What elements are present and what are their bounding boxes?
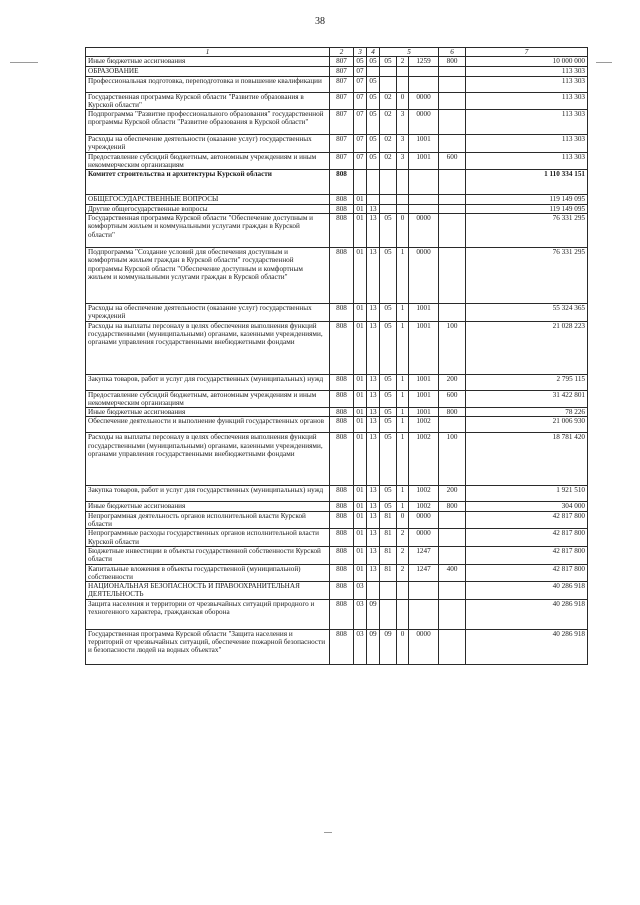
scan-speck xyxy=(596,62,612,63)
row-name-cell: Предоставление субсидий бюджетным, автономным учреждениям и иным некоммерческим организациям xyxy=(86,390,330,408)
row-sum-cell: 113 303 xyxy=(466,110,588,135)
row-code-cell: 808 xyxy=(330,599,354,629)
row-code-cell: 01 xyxy=(354,546,367,564)
row-code-cell: 0000 xyxy=(409,629,439,664)
row-code-cell: 01 xyxy=(354,204,367,213)
row-code-cell: 0 xyxy=(397,511,409,529)
row-code-cell xyxy=(380,76,397,92)
table-row xyxy=(86,213,588,247)
row-sum-cell: 55 324 365 xyxy=(466,303,588,321)
row-code-cell: 13 xyxy=(367,417,380,433)
table-row xyxy=(86,486,588,502)
row-code-cell: 100 xyxy=(439,433,466,486)
row-name-cell: Комитет строительства и архитектуры Курской области xyxy=(86,170,330,195)
row-name-cell: Непрограммные расходы государственных органов исполнительной власти Курской области xyxy=(86,529,330,547)
table-row xyxy=(86,135,588,153)
row-code-cell xyxy=(409,195,439,204)
row-sum-cell: 78 226 xyxy=(466,408,588,417)
budget-table xyxy=(85,47,588,665)
row-name-cell: Расходы на обеспечение деятельности (оказание услуг) государственных учреждений xyxy=(86,135,330,153)
table-row xyxy=(86,390,588,408)
row-code-cell: 01 xyxy=(354,417,367,433)
row-code-cell xyxy=(409,599,439,629)
table-row xyxy=(86,433,588,486)
row-code-cell: 1 xyxy=(397,417,409,433)
row-code-cell: 2 xyxy=(397,57,409,67)
table-row xyxy=(86,195,588,204)
row-code-cell xyxy=(439,511,466,529)
row-code-cell xyxy=(439,582,466,600)
row-code-cell: 1002 xyxy=(409,433,439,486)
row-sum-cell: 76 331 295 xyxy=(466,213,588,247)
row-code-cell: 200 xyxy=(439,374,466,390)
row-code-cell: 1001 xyxy=(409,303,439,321)
row-code-cell: 81 xyxy=(380,564,397,582)
row-code-cell: 808 xyxy=(330,170,354,195)
row-code-cell: 800 xyxy=(439,57,466,67)
row-code-cell xyxy=(439,599,466,629)
table-row xyxy=(86,303,588,321)
row-code-cell: 807 xyxy=(330,76,354,92)
row-code-cell: 81 xyxy=(380,529,397,547)
row-code-cell xyxy=(397,195,409,204)
header-cell: 7 xyxy=(466,48,588,57)
row-code-cell: 01 xyxy=(354,213,367,247)
scan-speck xyxy=(324,832,332,833)
table-row xyxy=(86,529,588,547)
row-code-cell: 05 xyxy=(380,303,397,321)
row-code-cell: 808 xyxy=(330,564,354,582)
row-code-cell: 808 xyxy=(330,247,354,303)
row-code-cell: 05 xyxy=(380,433,397,486)
row-code-cell: 808 xyxy=(330,502,354,511)
row-sum-cell: 113 303 xyxy=(466,135,588,153)
row-code-cell: 05 xyxy=(380,502,397,511)
row-code-cell: 01 xyxy=(354,390,367,408)
row-code-cell xyxy=(409,204,439,213)
row-code-cell: 808 xyxy=(330,582,354,600)
table-row xyxy=(86,110,588,135)
row-code-cell xyxy=(439,529,466,547)
row-sum-cell: 21 006 930 xyxy=(466,417,588,433)
row-code-cell: 02 xyxy=(380,152,397,170)
row-code-cell: 2 xyxy=(397,564,409,582)
row-code-cell: 0 xyxy=(397,213,409,247)
row-code-cell: 0000 xyxy=(409,511,439,529)
row-code-cell: 05 xyxy=(367,92,380,110)
row-code-cell xyxy=(439,417,466,433)
row-code-cell: 13 xyxy=(367,321,380,374)
row-sum-cell: 113 303 xyxy=(466,92,588,110)
table-row xyxy=(86,204,588,213)
row-code-cell: 13 xyxy=(367,511,380,529)
row-code-cell: 13 xyxy=(367,408,380,417)
row-code-cell: 07 xyxy=(354,92,367,110)
row-code-cell xyxy=(380,599,397,629)
row-code-cell: 807 xyxy=(330,135,354,153)
row-name-cell: ОБРАЗОВАНИЕ xyxy=(86,67,330,76)
row-name-cell: Капитальные вложения в объекты государственной (муниципальной) собственности xyxy=(86,564,330,582)
row-code-cell: 808 xyxy=(330,546,354,564)
row-code-cell: 01 xyxy=(354,486,367,502)
row-code-cell xyxy=(397,204,409,213)
table-row xyxy=(86,247,588,303)
row-code-cell: 05 xyxy=(367,76,380,92)
table-row xyxy=(86,321,588,374)
row-sum-cell: 2 795 115 xyxy=(466,374,588,390)
row-code-cell: 0000 xyxy=(409,92,439,110)
row-code-cell xyxy=(439,135,466,153)
row-code-cell: 07 xyxy=(354,152,367,170)
row-code-cell: 81 xyxy=(380,546,397,564)
table-row xyxy=(86,582,588,600)
table-row xyxy=(86,67,588,76)
row-code-cell xyxy=(367,195,380,204)
row-code-cell xyxy=(409,67,439,76)
row-code-cell: 05 xyxy=(380,247,397,303)
row-code-cell: 808 xyxy=(330,303,354,321)
row-sum-cell: 42 817 800 xyxy=(466,564,588,582)
table-row xyxy=(86,629,588,664)
table-row xyxy=(86,502,588,511)
row-sum-cell: 31 422 801 xyxy=(466,390,588,408)
row-code-cell: 1001 xyxy=(409,152,439,170)
header-cell: 4 xyxy=(367,48,380,57)
row-code-cell: 01 xyxy=(354,247,367,303)
row-code-cell: 808 xyxy=(330,390,354,408)
row-code-cell: 03 xyxy=(354,599,367,629)
row-code-cell: 07 xyxy=(354,67,367,76)
row-code-cell: 02 xyxy=(380,135,397,153)
row-code-cell: 13 xyxy=(367,247,380,303)
row-code-cell xyxy=(397,67,409,76)
row-code-cell xyxy=(397,599,409,629)
table-header-row xyxy=(86,48,588,57)
row-code-cell: 05 xyxy=(380,417,397,433)
row-code-cell: 0000 xyxy=(409,247,439,303)
row-code-cell: 808 xyxy=(330,511,354,529)
row-code-cell: 09 xyxy=(367,599,380,629)
row-code-cell xyxy=(409,76,439,92)
row-code-cell: 808 xyxy=(330,529,354,547)
row-code-cell: 09 xyxy=(367,629,380,664)
row-code-cell: 1001 xyxy=(409,135,439,153)
row-code-cell: 100 xyxy=(439,321,466,374)
row-code-cell xyxy=(380,582,397,600)
row-code-cell: 3 xyxy=(397,135,409,153)
row-code-cell: 807 xyxy=(330,152,354,170)
row-sum-cell: 113 303 xyxy=(466,152,588,170)
row-code-cell xyxy=(409,170,439,195)
row-sum-cell: 113 303 xyxy=(466,67,588,76)
row-code-cell xyxy=(397,170,409,195)
row-code-cell: 808 xyxy=(330,629,354,664)
row-code-cell: 0000 xyxy=(409,213,439,247)
row-code-cell: 05 xyxy=(367,110,380,135)
row-code-cell xyxy=(397,582,409,600)
row-code-cell xyxy=(367,67,380,76)
row-name-cell: Иные бюджетные ассигнования xyxy=(86,502,330,511)
row-code-cell: 807 xyxy=(330,57,354,67)
row-code-cell xyxy=(439,303,466,321)
row-code-cell: 808 xyxy=(330,374,354,390)
row-code-cell xyxy=(439,204,466,213)
row-code-cell: 13 xyxy=(367,204,380,213)
table-row xyxy=(86,374,588,390)
row-code-cell: 0000 xyxy=(409,529,439,547)
row-sum-cell: 304 000 xyxy=(466,502,588,511)
row-code-cell xyxy=(354,170,367,195)
row-name-cell: Защита населения и территории от чрезвычайных ситуаций природного и техногенного характера, гражданская оборона xyxy=(86,599,330,629)
row-code-cell: 200 xyxy=(439,486,466,502)
row-name-cell: НАЦИОНАЛЬНАЯ БЕЗОПАСНОСТЬ И ПРАВООХРАНИТЕЛЬНАЯ ДЕЯТЕЛЬНОСТЬ xyxy=(86,582,330,600)
row-name-cell: Закупка товаров, работ и услуг для государственных (муниципальных) нужд xyxy=(86,486,330,502)
row-code-cell: 01 xyxy=(354,303,367,321)
row-code-cell: 13 xyxy=(367,502,380,511)
header-cell: 2 xyxy=(330,48,354,57)
row-code-cell: 05 xyxy=(380,321,397,374)
row-code-cell: 3 xyxy=(397,110,409,135)
row-code-cell: 808 xyxy=(330,433,354,486)
row-name-cell: Профессиональная подготовка, переподготовка и повышение квалификации xyxy=(86,76,330,92)
row-code-cell: 800 xyxy=(439,502,466,511)
table-row xyxy=(86,152,588,170)
row-code-cell: 05 xyxy=(380,408,397,417)
row-name-cell: ОБЩЕГОСУДАРСТВЕННЫЕ ВОПРОСЫ xyxy=(86,195,330,204)
row-code-cell: 807 xyxy=(330,67,354,76)
row-code-cell: 02 xyxy=(380,92,397,110)
row-code-cell: 600 xyxy=(439,390,466,408)
row-code-cell: 01 xyxy=(354,433,367,486)
row-sum-cell: 40 286 918 xyxy=(466,582,588,600)
row-code-cell xyxy=(380,170,397,195)
row-code-cell: 13 xyxy=(367,546,380,564)
row-sum-cell: 76 331 295 xyxy=(466,247,588,303)
row-code-cell: 13 xyxy=(367,390,380,408)
row-code-cell: 05 xyxy=(380,374,397,390)
row-code-cell: 1 xyxy=(397,374,409,390)
row-sum-cell: 42 817 800 xyxy=(466,511,588,529)
header-cell: 1 xyxy=(86,48,330,57)
row-code-cell: 807 xyxy=(330,110,354,135)
row-code-cell: 808 xyxy=(330,204,354,213)
table-row xyxy=(86,57,588,67)
row-name-cell: Иные бюджетные ассигнования xyxy=(86,408,330,417)
row-code-cell: 05 xyxy=(380,57,397,67)
row-sum-cell: 1 110 334 151 xyxy=(466,170,588,195)
row-code-cell: 05 xyxy=(380,390,397,408)
row-code-cell: 05 xyxy=(367,152,380,170)
row-code-cell: 1 xyxy=(397,390,409,408)
row-code-cell: 1002 xyxy=(409,502,439,511)
row-code-cell xyxy=(439,546,466,564)
row-code-cell: 1259 xyxy=(409,57,439,67)
row-code-cell: 1001 xyxy=(409,321,439,374)
row-name-cell: Государственная программа Курской области "Защита населения и территорий от чрезвычайных ситуаций, обеспечение пожарной безопасности и безопасности людей на водных объектах" xyxy=(86,629,330,664)
row-sum-cell: 21 028 223 xyxy=(466,321,588,374)
row-code-cell: 808 xyxy=(330,195,354,204)
row-code-cell xyxy=(439,110,466,135)
row-name-cell: Предоставление субсидий бюджетным, автономным учреждениям и иным некоммерческим организациям xyxy=(86,152,330,170)
row-code-cell: 81 xyxy=(380,511,397,529)
row-sum-cell: 40 286 918 xyxy=(466,629,588,664)
row-code-cell: 2 xyxy=(397,529,409,547)
row-code-cell: 01 xyxy=(354,195,367,204)
row-code-cell: 0 xyxy=(397,629,409,664)
row-code-cell: 1 xyxy=(397,247,409,303)
row-sum-cell: 42 817 800 xyxy=(466,529,588,547)
row-code-cell: 13 xyxy=(367,433,380,486)
row-code-cell: 1 xyxy=(397,433,409,486)
scan-speck xyxy=(10,62,38,63)
row-name-cell: Государственная программа Курской области "Развитие образования в Курской области" xyxy=(86,92,330,110)
row-code-cell: 0000 xyxy=(409,110,439,135)
row-code-cell: 1 xyxy=(397,303,409,321)
row-code-cell: 3 xyxy=(397,152,409,170)
row-code-cell: 03 xyxy=(354,629,367,664)
row-code-cell: 1 xyxy=(397,486,409,502)
row-code-cell: 400 xyxy=(439,564,466,582)
row-code-cell: 09 xyxy=(380,629,397,664)
row-code-cell: 01 xyxy=(354,408,367,417)
row-code-cell: 808 xyxy=(330,321,354,374)
row-code-cell: 05 xyxy=(367,135,380,153)
row-code-cell: 2 xyxy=(397,546,409,564)
row-name-cell: Подпрограмма "Развитие профессионального образования" государственной программы Курской области "Развитие образования в Курской области" xyxy=(86,110,330,135)
row-code-cell: 1247 xyxy=(409,546,439,564)
row-code-cell: 1247 xyxy=(409,564,439,582)
row-code-cell: 13 xyxy=(367,564,380,582)
table-row xyxy=(86,92,588,110)
row-code-cell: 808 xyxy=(330,213,354,247)
row-code-cell: 1 xyxy=(397,408,409,417)
row-code-cell: 07 xyxy=(354,110,367,135)
row-code-cell: 05 xyxy=(380,486,397,502)
header-cell: 3 xyxy=(354,48,367,57)
row-code-cell: 1002 xyxy=(409,417,439,433)
header-cell: 5 xyxy=(380,48,439,57)
row-code-cell: 800 xyxy=(439,408,466,417)
row-code-cell: 1001 xyxy=(409,408,439,417)
row-code-cell: 1 xyxy=(397,321,409,374)
row-code-cell: 808 xyxy=(330,486,354,502)
row-code-cell: 0 xyxy=(397,92,409,110)
row-code-cell xyxy=(439,213,466,247)
row-code-cell: 03 xyxy=(354,582,367,600)
row-code-cell: 13 xyxy=(367,486,380,502)
row-code-cell: 07 xyxy=(354,76,367,92)
row-sum-cell: 1 921 510 xyxy=(466,486,588,502)
row-code-cell xyxy=(380,67,397,76)
row-code-cell xyxy=(439,67,466,76)
table-row xyxy=(86,76,588,92)
row-code-cell xyxy=(409,582,439,600)
row-name-cell: Государственная программа Курской области "Обеспечение доступным и комфортным жильем и коммунальными услугами граждан в Курской области" xyxy=(86,213,330,247)
row-code-cell: 07 xyxy=(354,135,367,153)
table-row xyxy=(86,564,588,582)
header-cell: 6 xyxy=(439,48,466,57)
row-sum-cell: 119 149 095 xyxy=(466,195,588,204)
table-row xyxy=(86,408,588,417)
row-code-cell xyxy=(439,170,466,195)
row-name-cell: Обеспечение деятельности и выполнение функций государственных органов xyxy=(86,417,330,433)
row-sum-cell: 10 000 000 xyxy=(466,57,588,67)
row-name-cell: Непрограммная деятельность органов исполнительной власти Курской области xyxy=(86,511,330,529)
row-code-cell: 05 xyxy=(367,57,380,67)
row-code-cell xyxy=(439,76,466,92)
table-body xyxy=(86,48,588,665)
row-name-cell: Подпрограмма "Создание условий для обеспечения доступным и комфортным жильем граждан в Курской области" государственной программы Курской области "Обеспечение доступным и комфортным жильем и коммунальными услугами граждан в Курской области" xyxy=(86,247,330,303)
row-code-cell: 1001 xyxy=(409,390,439,408)
row-sum-cell: 42 817 800 xyxy=(466,546,588,564)
row-sum-cell: 113 303 xyxy=(466,76,588,92)
row-code-cell: 01 xyxy=(354,564,367,582)
row-name-cell: Бюджетные инвестиции в объекты государственной собственности Курской области xyxy=(86,546,330,564)
row-code-cell: 13 xyxy=(367,374,380,390)
row-sum-cell: 119 149 095 xyxy=(466,204,588,213)
row-name-cell: Другие общегосударственные вопросы xyxy=(86,204,330,213)
row-code-cell: 01 xyxy=(354,321,367,374)
row-code-cell xyxy=(380,195,397,204)
row-name-cell: Расходы на обеспечение деятельности (оказание услуг) государственных учреждений xyxy=(86,303,330,321)
table-row xyxy=(86,511,588,529)
page-number: 38 xyxy=(315,16,325,27)
row-code-cell: 807 xyxy=(330,92,354,110)
row-code-cell: 01 xyxy=(354,511,367,529)
row-code-cell: 808 xyxy=(330,417,354,433)
table-row xyxy=(86,546,588,564)
row-name-cell: Расходы на выплаты персоналу в целях обеспечения выполнения функций государственными (муниципальными) органами, казенными учреждениями, органами управления государственными внебюджетными фондами xyxy=(86,321,330,374)
row-code-cell: 1002 xyxy=(409,486,439,502)
row-code-cell: 600 xyxy=(439,152,466,170)
row-code-cell: 808 xyxy=(330,408,354,417)
row-code-cell xyxy=(439,195,466,204)
row-name-cell: Расходы на выплаты персоналу в целях обеспечения выполнения функций государственными (муниципальными) органами, казенными учреждениями, органами управления государственными внебюджетными фондами xyxy=(86,433,330,486)
row-code-cell: 13 xyxy=(367,529,380,547)
row-code-cell: 05 xyxy=(354,57,367,67)
row-code-cell: 01 xyxy=(354,529,367,547)
row-code-cell: 01 xyxy=(354,374,367,390)
row-code-cell: 13 xyxy=(367,213,380,247)
row-code-cell xyxy=(439,629,466,664)
table-row xyxy=(86,599,588,629)
table-row xyxy=(86,417,588,433)
row-code-cell xyxy=(439,92,466,110)
row-code-cell: 1 xyxy=(397,502,409,511)
row-name-cell: Закупка товаров, работ и услуг для государственных (муниципальных) нужд xyxy=(86,374,330,390)
row-sum-cell: 40 286 918 xyxy=(466,599,588,629)
row-sum-cell: 18 781 420 xyxy=(466,433,588,486)
row-code-cell xyxy=(397,76,409,92)
row-code-cell: 01 xyxy=(354,502,367,511)
row-code-cell xyxy=(439,247,466,303)
row-code-cell xyxy=(367,582,380,600)
row-code-cell xyxy=(367,170,380,195)
row-code-cell: 13 xyxy=(367,303,380,321)
row-code-cell xyxy=(380,204,397,213)
row-code-cell: 1001 xyxy=(409,374,439,390)
row-name-cell: Иные бюджетные ассигнования xyxy=(86,57,330,67)
row-code-cell: 05 xyxy=(380,213,397,247)
row-code-cell: 02 xyxy=(380,110,397,135)
table-row xyxy=(86,170,588,195)
